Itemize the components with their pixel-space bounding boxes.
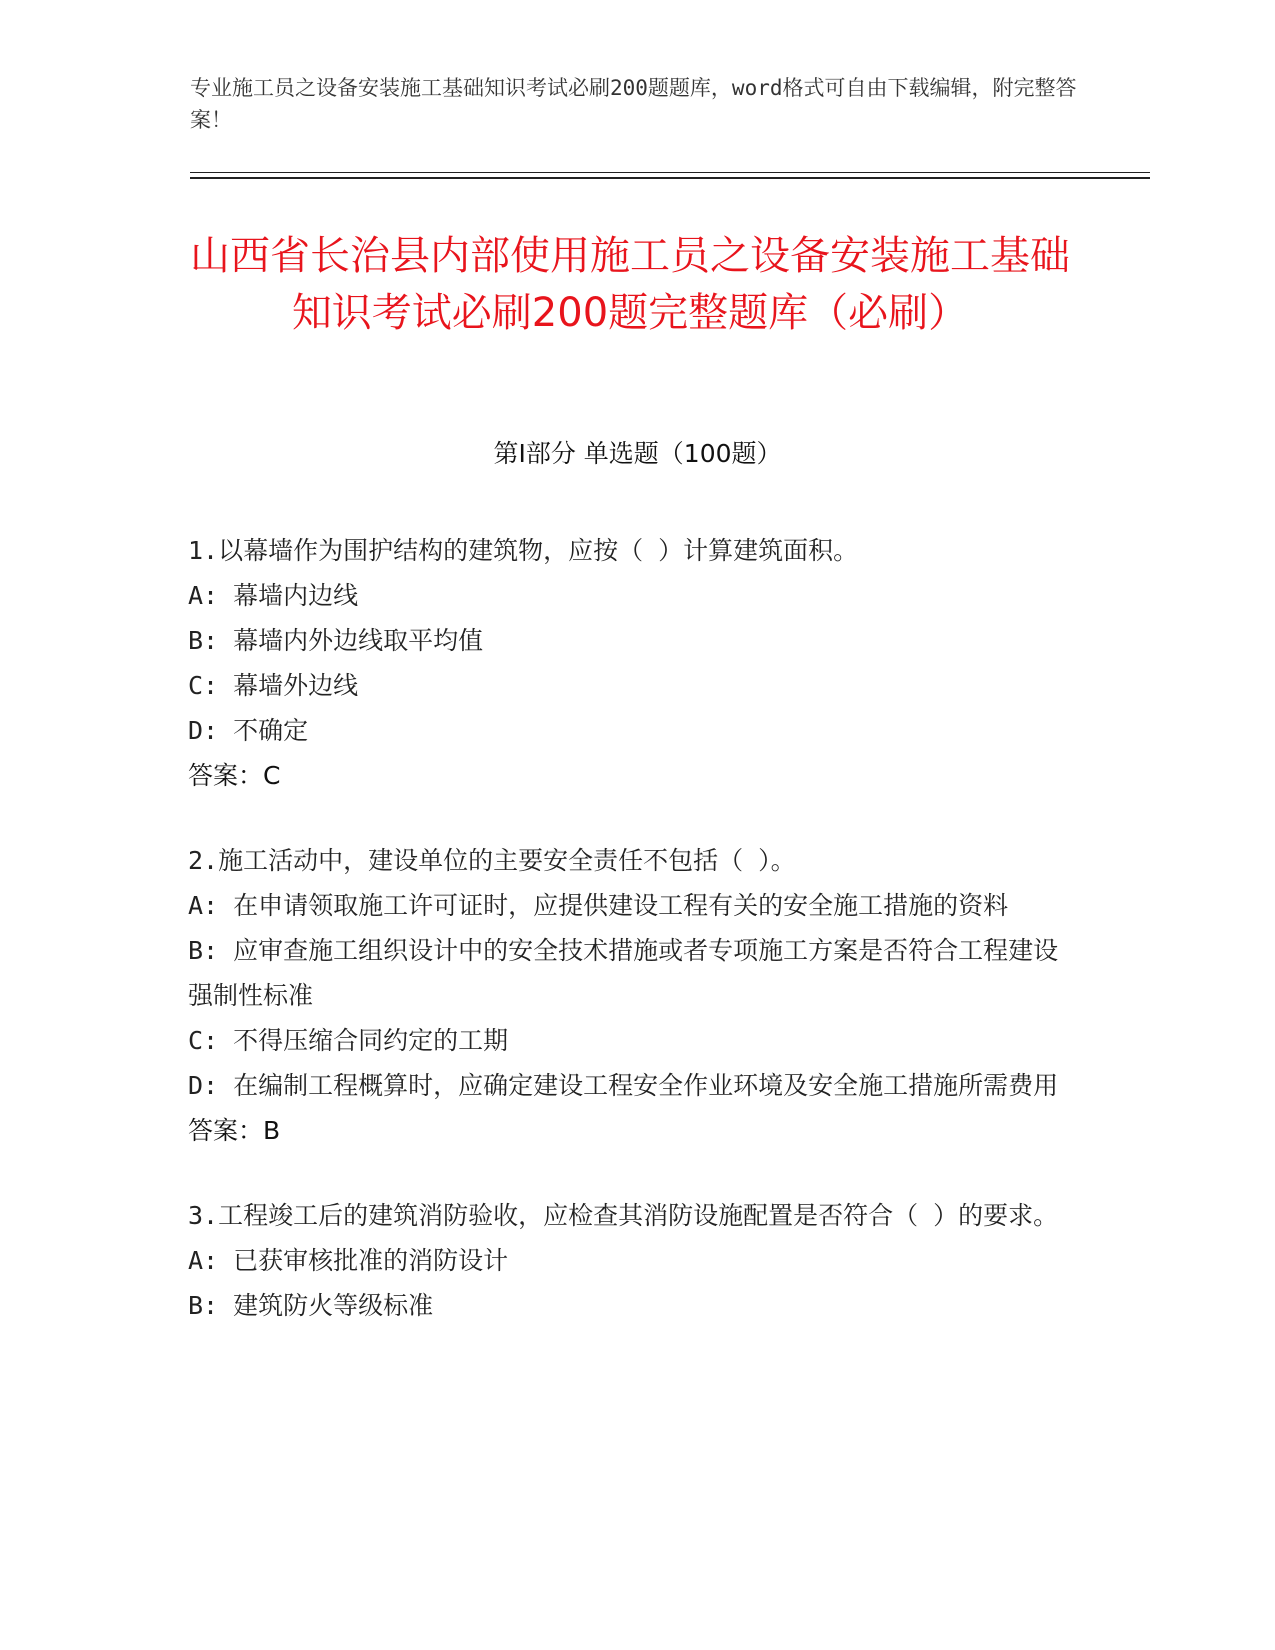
question-3	[188, 1193, 1068, 1328]
option-a: A: 在申请领取施工许可证时，应提供建设工程有关的安全施工措施的资料	[188, 891, 1009, 920]
option-c: C: 不得压缩合同约定的工期	[188, 1026, 509, 1055]
header-divider-top	[190, 172, 1150, 173]
header-note: 专业施工员之设备安装施工基础知识考试必刷200题题库，word格式可自由下载编辑，附完整答案！	[190, 76, 1077, 132]
option-b: B: 建筑防火等级标准	[188, 1291, 434, 1320]
option-d: D: 不确定	[188, 716, 309, 745]
header-divider-bottom	[190, 177, 1150, 179]
question-stem: 2.施工活动中，建设单位的主要安全责任不包括（ ）。	[188, 846, 796, 875]
question-stem: 1.以幕墙作为围护结构的建筑物，应按（ ）计算建筑面积。	[188, 536, 859, 565]
option-b: B: 幕墙内外边线取平均值	[188, 626, 484, 655]
question-2	[188, 838, 1068, 1153]
option-b: B: 应审查施工组织设计中的安全技术措施或者专项施工方案是否符合工程建设强制性标准	[188, 936, 1059, 1010]
question-1	[188, 528, 1068, 798]
option-a: A: 幕墙内边线	[188, 581, 359, 610]
section-heading: 第Ⅰ部分 单选题（100题）	[493, 439, 782, 468]
answer-line: 答案：B	[188, 1116, 281, 1145]
option-d: D: 在编制工程概算时，应确定建设工程安全作业环境及安全施工措施所需费用	[188, 1071, 1059, 1100]
document-title: 山西省长治县内部使用施工员之设备安装施工基础知识考试必刷200题完整题库（必刷）	[190, 233, 1070, 336]
question-list	[188, 528, 1068, 1368]
question-stem: 3.工程竣工后的建筑消防验收，应检查其消防设施配置是否符合（ ）的要求。	[188, 1201, 1059, 1230]
option-c: C: 幕墙外边线	[188, 671, 359, 700]
answer-line: 答案：C	[188, 761, 281, 790]
option-a: A: 已获审核批准的消防设计	[188, 1246, 509, 1275]
